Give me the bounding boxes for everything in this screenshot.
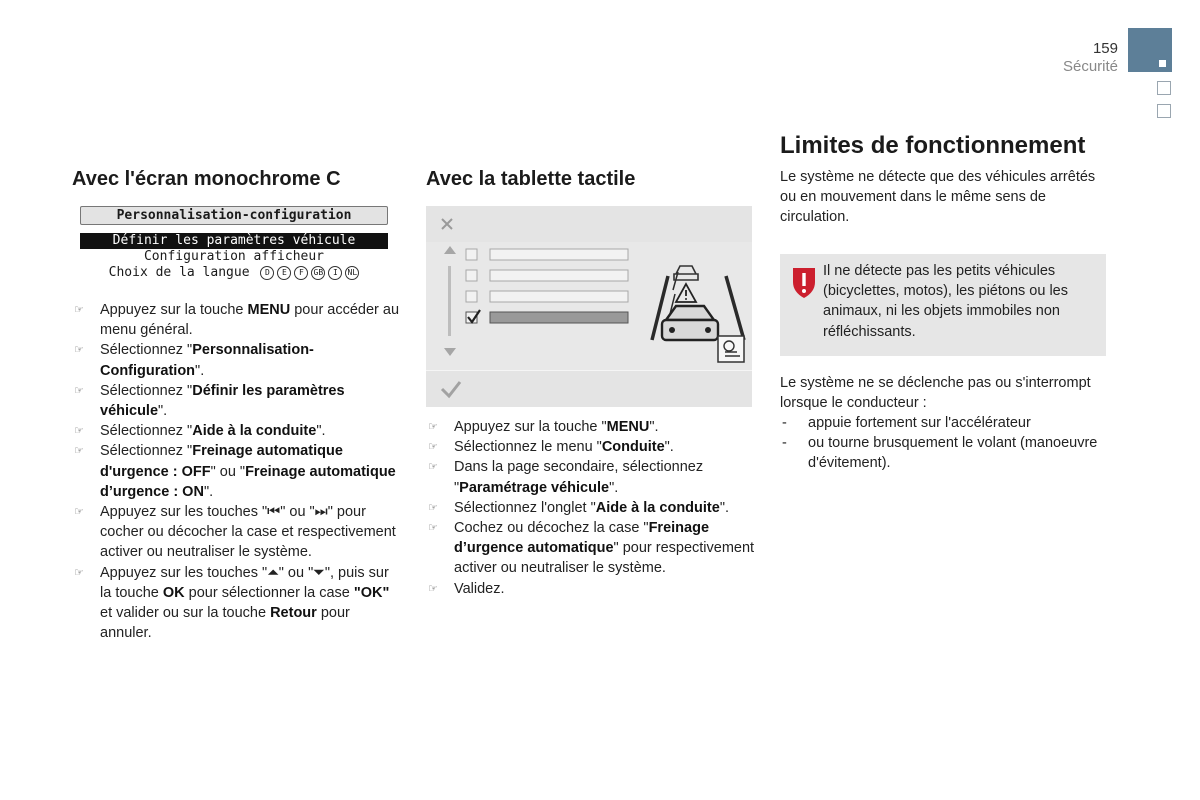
language-badge-f: F: [294, 266, 308, 280]
step-text: ".: [719, 499, 730, 516]
step-item: [72, 340, 402, 380]
step-text: ".: [609, 479, 619, 496]
step-keyword: Retour: [270, 605, 317, 622]
warning-text: Il ne détecte pas les petits véhicules (bicyclettes, motos), les piétons ou les animaux, ni les objets immobiles non réfléchissants.: [823, 263, 1068, 340]
step-text: Validez.: [454, 580, 505, 597]
pointing-hand-icon: ☞: [428, 582, 438, 595]
tablet-bottom-bar: [426, 370, 752, 407]
step-text: Appuyez sur les touches "⏶" ou "⏷", puis sur la touche: [100, 564, 389, 601]
checked-checkbox-icon: [466, 310, 480, 323]
step-text: Appuyez sur les touches "⏮" ou "⏭" pour cocher ou décocher la case et respectivement activer ou neutraliser le système.: [100, 504, 396, 561]
confirm-check-icon: [426, 371, 752, 407]
language-badge-d: D: [260, 266, 274, 280]
step-item: [72, 502, 402, 563]
condition-item: [780, 413, 1110, 433]
step-text: ".: [316, 423, 326, 440]
screen-selected-item: Définir les paramètres véhicule: [80, 233, 388, 249]
tablet-steps-list: [426, 417, 756, 599]
warning-triangle-icon: [676, 284, 696, 302]
language-flag-icons: [257, 265, 359, 280]
step-text: Dans la page secondaire, sélectionnez ": [454, 459, 704, 496]
pointing-hand-icon: ☞: [428, 461, 438, 474]
condition-text: ou tourne brusquement le volant (manoeuvre d'évitement).: [808, 435, 1098, 472]
chapter-tab-square: [1157, 104, 1171, 118]
emergency-braking-illustration: [652, 266, 744, 340]
step-text: " pour respectivement activer ou neutraliser le système.: [454, 540, 755, 577]
screen-language-row: [80, 265, 388, 280]
screen-menu-title: Personnalisation-configuration: [80, 206, 388, 225]
pointing-hand-icon: ☞: [74, 566, 84, 579]
step-text: Sélectionnez ": [100, 382, 193, 399]
pointing-hand-icon: ☞: [428, 501, 438, 514]
step-text: pour sélectionner la case: [184, 584, 354, 601]
step-text: Sélectionnez ": [100, 443, 193, 460]
scroll-track: [448, 266, 451, 336]
step-text: Sélectionnez ": [100, 423, 193, 440]
step-text: Sélectionnez l'onglet ": [454, 499, 596, 516]
screen-menu-item: Configuration afficheur: [143, 249, 324, 264]
section-title: Sécurité: [1062, 58, 1118, 75]
option-checkbox: [466, 270, 477, 281]
step-item: [426, 417, 756, 437]
step-keyword: MENU: [606, 419, 650, 435]
language-badge-gb: GB: [311, 266, 325, 280]
step-text: ".: [158, 403, 168, 420]
option-field: [490, 291, 628, 302]
page-number: 159: [1092, 40, 1118, 57]
step-text: Sélectionnez le menu ": [454, 439, 602, 456]
step-keyword: OK: [162, 584, 185, 601]
warning-icon: [788, 264, 828, 304]
pointing-hand-icon: ☞: [74, 344, 84, 357]
step-keyword: MENU: [247, 302, 291, 318]
step-keyword: Freinage automatique d'urgence : OFF: [100, 443, 343, 480]
paragraph-detection: Le système ne détecte que des véhicules arrêtés ou en mouvement dans le même sens de circulation.: [780, 169, 1096, 226]
step-keyword: Personnalisation-Configuration: [100, 342, 314, 379]
screen-menu-item: Choix de la langue: [108, 265, 250, 280]
pointing-hand-icon: ☞: [428, 441, 438, 454]
dash-marker: -: [782, 415, 787, 431]
pointing-hand-icon: ☞: [74, 506, 84, 519]
chapter-tab-square: [1157, 81, 1171, 95]
condition-text: appuie fortement sur l'accélérateur: [808, 415, 1031, 431]
pointing-hand-icon: ☞: [74, 304, 84, 316]
scroll-down-icon: [444, 348, 456, 356]
step-keyword: Paramétrage véhicule: [459, 479, 610, 496]
step-text: Cochez ou décochez la case ": [454, 520, 649, 537]
monochrome-steps-list: [72, 300, 402, 643]
step-item: [72, 563, 402, 644]
driving-assist-button-icon: [718, 336, 744, 362]
pointing-hand-icon: ☞: [74, 425, 84, 438]
step-text: ".: [203, 483, 214, 500]
paragraph-interruption: Le système ne se déclenche pas ou s'interrompt lorsque le conducteur :: [780, 375, 1091, 412]
step-text: pour accéder au menu général.: [100, 302, 400, 339]
tablet-settings-panel: [426, 242, 752, 370]
option-field: [490, 270, 628, 281]
step-text: ".: [195, 362, 205, 379]
step-item: [426, 498, 756, 518]
step-keyword: Conduite: [601, 439, 665, 456]
pointing-hand-icon: ☞: [428, 421, 438, 433]
pointing-hand-icon: ☞: [74, 445, 84, 458]
option-field-selected: [490, 312, 628, 323]
step-item: [426, 457, 756, 497]
step-text: ".: [664, 439, 674, 456]
close-icon: [426, 206, 752, 242]
step-keyword: "OK": [353, 584, 390, 601]
heading-touch-tablet: Avec la tablette tactile: [426, 168, 636, 190]
heading-operating-limits: Limites de fonctionnement: [780, 132, 1086, 159]
step-item: [426, 437, 756, 457]
step-keyword: Freinage automatique d’urgence : ON: [100, 463, 396, 500]
step-keyword: Aide à la conduite: [595, 499, 720, 516]
option-checkbox: [466, 249, 477, 260]
option-field: [490, 249, 628, 260]
step-text: pour annuler.: [100, 605, 350, 642]
heading-monochrome-screen: Avec l'écran monochrome C: [72, 168, 341, 190]
step-text: et valider ou sur la touche: [100, 605, 271, 622]
language-badge-nl: NL: [345, 266, 359, 280]
step-text: " ou ": [210, 463, 246, 480]
condition-item: [780, 433, 1110, 473]
language-badge-e: E: [277, 266, 291, 280]
language-badge-i: I: [328, 266, 342, 280]
scroll-up-icon: [444, 246, 456, 254]
step-keyword: Aide à la conduite: [192, 423, 317, 440]
step-item: [426, 518, 756, 579]
step-item: [72, 381, 402, 421]
step-keyword: Définir les paramètres véhicule: [100, 382, 345, 420]
step-item: [72, 300, 402, 340]
dash-marker: -: [782, 435, 787, 452]
step-keyword: Freinage d’urgence automatique: [454, 520, 710, 557]
step-text: Appuyez sur la touche ": [454, 419, 607, 435]
pointing-hand-icon: ☞: [428, 522, 438, 535]
step-item: [72, 421, 402, 441]
step-text: Sélectionnez ": [100, 342, 193, 359]
step-item: [426, 579, 756, 599]
tablet-top-bar: [426, 206, 752, 242]
step-item: [72, 441, 402, 502]
step-text: ".: [649, 419, 659, 435]
interruption-conditions-list: [780, 413, 1110, 474]
step-text: Appuyez sur la touche: [100, 302, 248, 318]
option-checkbox: [466, 291, 477, 302]
pointing-hand-icon: ☞: [74, 384, 84, 397]
chapter-tab-marker: [1159, 60, 1166, 67]
